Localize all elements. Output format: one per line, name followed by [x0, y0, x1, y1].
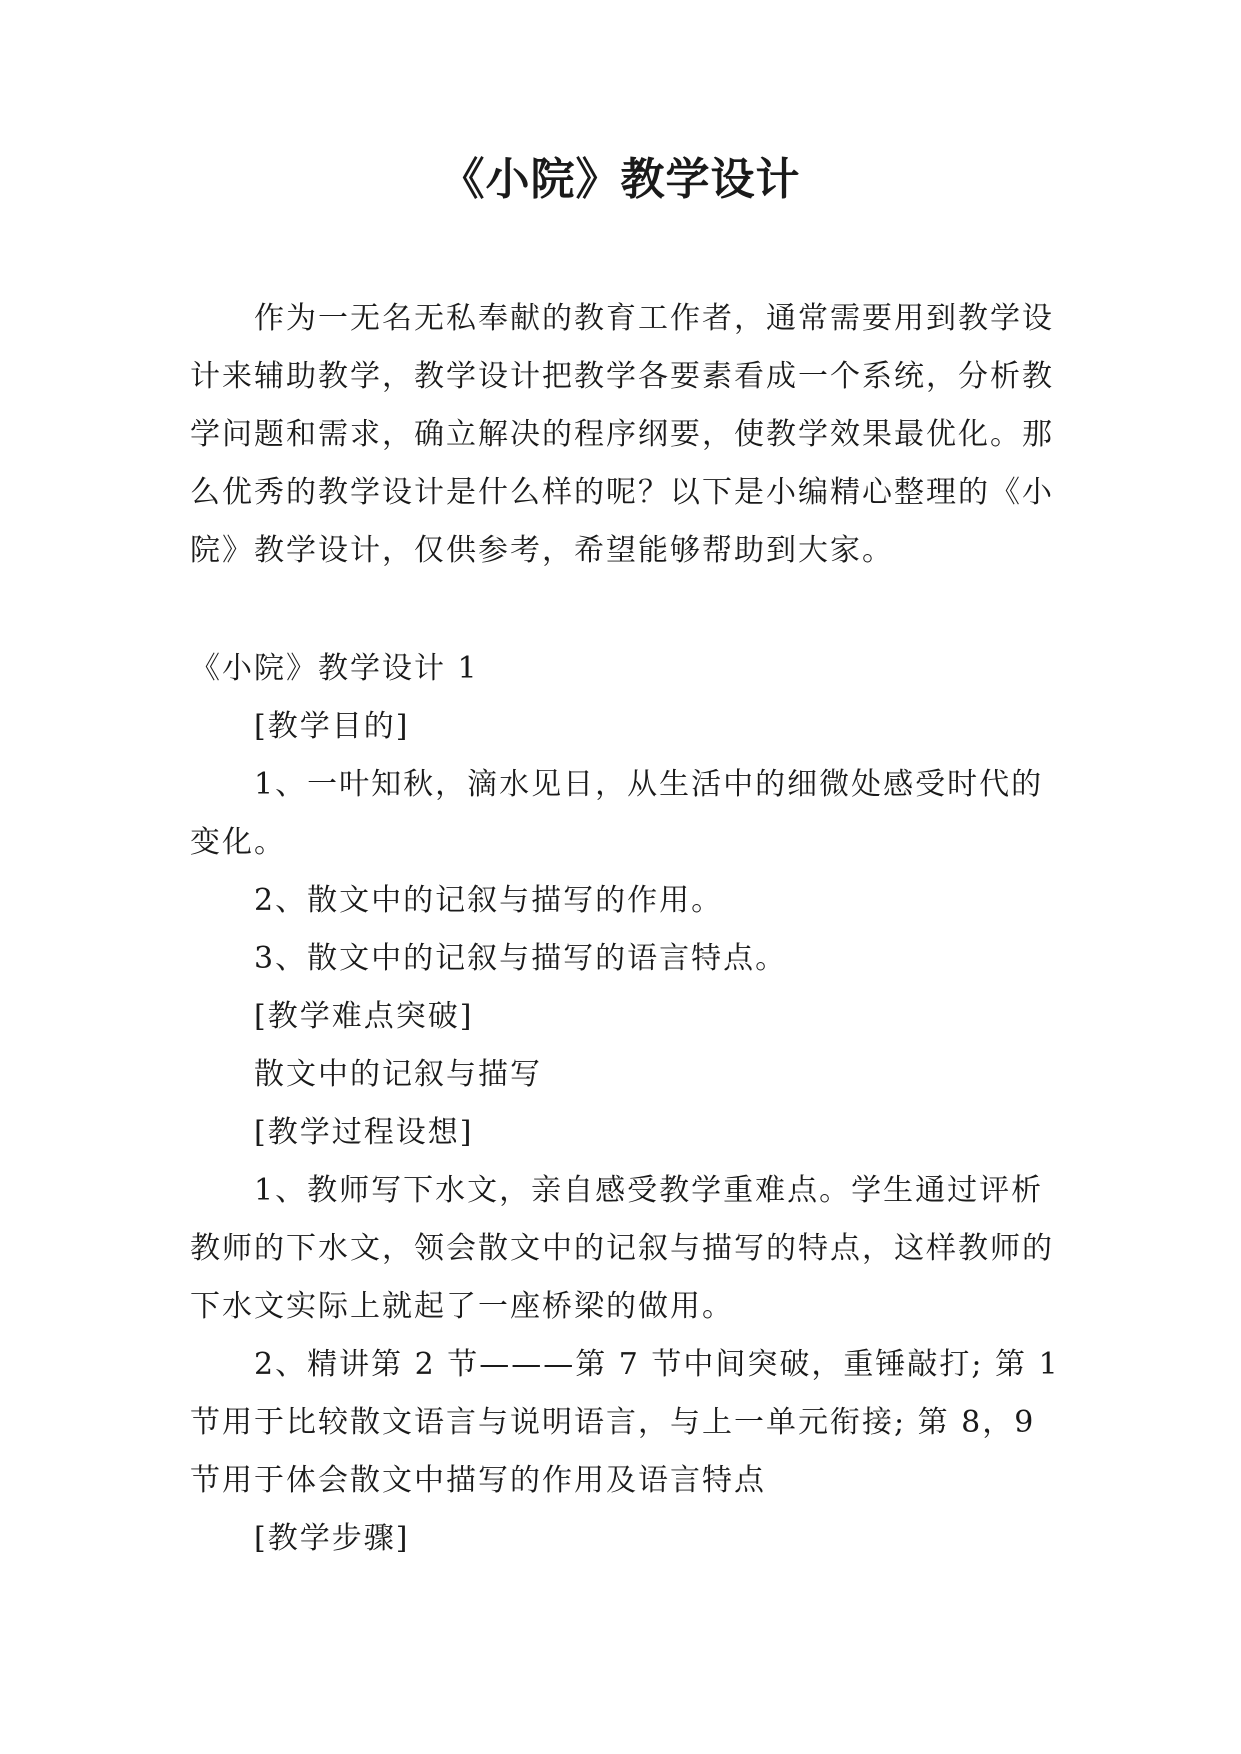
goal-3: 3、散文中的记叙与描写的语言特点。: [254, 941, 788, 976]
document-body: [190, 640, 1070, 1568]
process-2: 2、精讲第 2 节———第 7 节中间突破，重锤敲打; 第 1 节用于比较散文语言与说明语言，与上一单元衔接; 第 8，9 节用于体会散文中描写的作用及语言特点: [190, 1347, 1060, 1498]
goal-2: 2、散文中的记叙与描写的作用。: [254, 883, 724, 918]
document-title: 《小院》教学设计: [440, 154, 801, 205]
process-1: 1、教师写下水文，亲自感受教学重难点。学生通过评析教师的下水文，领会散文中的记叙与描写的特点，这样教师的下水文实际上就起了一座桥梁的做用。: [190, 1173, 1054, 1324]
heading-difficulty: [教学难点突破]: [254, 999, 474, 1034]
intro-paragraph: 作为一无名无私奉献的教育工作者，通常需要用到教学设计来辅助教学，教学设计把教学各要素看成一个系统，分析教学问题和需求，确立解决的程序纲要，使教学效果最优化。那么优秀的教学设计是什么样的呢？以下是小编精心整理的《小院》教学设计，仅供参考，希望能够帮助到大家。: [190, 301, 1054, 568]
heading-goals: [教学目的]: [254, 709, 410, 744]
heading-process: [教学过程设想]: [254, 1115, 474, 1150]
section-title: 《小院》教学设计 1: [190, 651, 479, 686]
goal-1: 1、一叶知秋，滴水见日，从生活中的细微处感受时代的变化。: [190, 767, 1044, 860]
heading-steps: [教学步骤]: [254, 1521, 410, 1556]
difficulty-text: 散文中的记叙与描写: [254, 1057, 542, 1092]
